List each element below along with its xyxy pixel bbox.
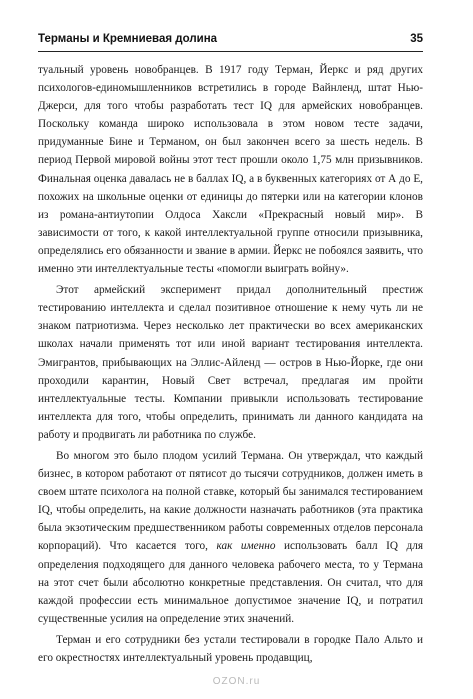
paragraph-1: туальный уровень новобранцев. В 1917 году Терман, Йеркс и ряд других психологов-единомышленников встретились в городе Вайнленд, штат Нью-Джерси, для того чтобы разработать тест IQ для армейских новобранцев. Поскольку команда широко использовала в этом новом тесте задачи, придуманные Бине и Терманом, он был закончен всего за шесть недель. В период Первой мировой войны этот тест прошли около 1,75 млн призывников. Финальная оценка давалась не в баллах IQ, а в буквенных категориях от А до Е, похожих на школьные оценки от единицы до пятерки или на категории клонов из романа-антиутопии Олдоса Хаксли «Прекрасный новый мир». В зависимости от того, к какой интеллектуальной группе относили призывника, определялись его обязанности и звание в армии. Йеркс не побоялся заявить, что именно эти интеллектуальные тесты «помогли выиграть войну». <box>38 64 423 276</box>
paragraph-2: Этот армейский эксперимент придал дополнительный престиж тестированию интеллекта и сделал позитивное отношение к нему чуть ли не знаком патриотизма. Через несколько лет практически во всех американских школах начали применять тот или иной вариант тестирования интеллекта. Эмигрантов, прибывающих на Эллис-Айленд — остров в Нью-Йорке, где они проходили карантин, Новый Свет встречал, предлагая им пройти интеллектуальные тесты. Компании привыкли использовать тестирование интеллекта для того, чтобы определить, принимать ли данного кандидата на работу и продвигать ли работника по службе. <box>38 284 423 441</box>
paragraph-3 <box>38 447 423 628</box>
paragraph-3-part-1: Во многом это было плодом усилий Термана. Он утверждал, что каждый бизнес, в котором работают от пятисот до тысячи сотрудников, должен иметь в своем штате психолога на полной ставке, который бы занимался тестированием IQ, чтобы определить, на какие должности назначать работников (эта практика была экзотическим предшественником работы современных отделов персонала корпораций). Что касается того, <box>38 449 423 553</box>
paragraph-4: Терман и его сотрудники без устали тестировали в городке Пало Альто и его окрестностях интеллектуальный уровень продавщиц, <box>38 633 423 664</box>
watermark: OZON.ru <box>212 676 261 687</box>
body-text <box>38 61 423 670</box>
chapter-title: Термaны и Кремниевая долина <box>38 33 218 45</box>
header-rule <box>38 51 423 52</box>
paragraph-3-part-2: использовать балл IQ для определения подходящего для данного человека рабочего места, то у Термана на этот счет были абсолютно конкретные представления. Он считал, что для каждой профессии есть минимальное допустимое значение IQ, и потратил существенные усилия на определение этих значений. <box>38 540 424 625</box>
emphasis-text: как именно <box>216 540 276 553</box>
running-header <box>38 33 423 49</box>
page-number: 35 <box>410 33 423 45</box>
